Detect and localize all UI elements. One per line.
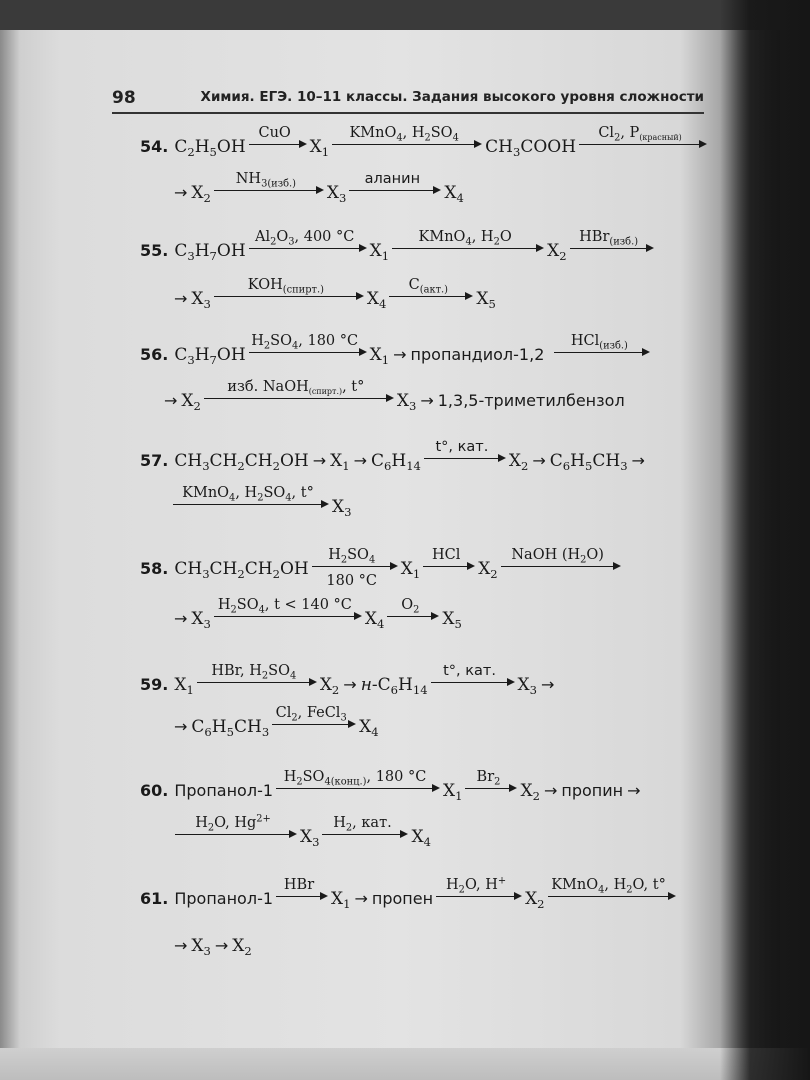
reagent-label: KMnO$_4$, $H_2SO_4$ <box>349 124 459 143</box>
reaction-arrow <box>579 124 707 152</box>
intermediate: $X_1$ <box>330 451 350 474</box>
problem-58-line-2 <box>170 596 462 632</box>
problem-57-line-1 <box>140 438 649 474</box>
reagent-label: $H_2SO_{4(конц.)}$, 180 °C <box>283 768 427 787</box>
intermediate: $X_1$ <box>309 137 330 160</box>
running-title: Химия. ЕГЭ. 10–11 классы. Задания высокого уровня сложности <box>200 89 704 105</box>
reaction-arrow <box>214 596 362 624</box>
reagent-label: $Cl_2$, FeCl$_3$ <box>275 704 347 723</box>
problem-54-line-2 <box>170 170 464 206</box>
problem-59-line-1 <box>140 662 558 698</box>
intermediate: $X_4$ <box>359 717 379 740</box>
reagent-label: $O_2$ <box>401 596 420 615</box>
formula: $н-C_6H_{14}$ <box>360 675 428 698</box>
problem-number: 55. <box>140 241 169 260</box>
reaction-arrow <box>214 276 364 304</box>
reagent-label: $Al_2O_3$, 400 °C <box>254 228 355 247</box>
arrow-glyph: → <box>354 889 368 908</box>
reaction-arrow <box>249 332 367 360</box>
arrow-glyph: → <box>532 451 546 470</box>
intermediate: $X_2$ <box>478 559 498 582</box>
problem-55-line-2 <box>170 276 496 312</box>
product-name: пропин <box>561 781 624 800</box>
start-compound: Пропанол-1 <box>174 889 274 908</box>
problem-60-line-2 <box>172 813 431 850</box>
reaction-arrow <box>276 876 328 904</box>
reaction-arrow <box>392 228 544 256</box>
intermediate: $X_3$ <box>191 289 211 312</box>
reagent-label: CuO <box>258 124 291 141</box>
problem-56-line-2 <box>160 378 625 414</box>
formula: $CH_3COOH$ <box>485 137 577 160</box>
reaction-arrow <box>436 875 522 904</box>
reaction-arrow <box>465 768 517 796</box>
final-product: 1,3,5-триметилбензол <box>437 391 625 410</box>
reagent-label: KMnO$_4$, $H_2O$, t° <box>551 876 666 895</box>
reagent-label: NaOH $(H_2O)$ <box>511 546 604 565</box>
reaction-arrow <box>554 332 650 360</box>
intermediate: $X_1$ <box>369 241 390 264</box>
start-compound: Пропанол-1 <box>174 781 274 800</box>
arrow-glyph: → <box>214 936 229 955</box>
arrow-glyph: → <box>174 289 188 308</box>
reagent-label: $H_2O$, $Hg^{2+}$ <box>195 813 271 833</box>
reaction-arrow <box>276 768 440 796</box>
intermediate: $X_2$ <box>525 889 545 912</box>
reagent-label: $KOH_{(спирт.)}$ <box>247 276 324 295</box>
intermediate: $X_4$ <box>411 827 431 850</box>
intermediate: $X_1$ <box>369 345 390 368</box>
formula: $CH_3CH_2CH_2OH$ <box>174 559 309 582</box>
problem-58-line-1 <box>140 546 624 589</box>
product-name: пропен <box>371 889 434 908</box>
problem-59-line-2 <box>170 704 379 740</box>
arrow-glyph: → <box>174 183 188 202</box>
reagent-label: $H_2$, кат. <box>333 814 392 833</box>
problem-number: 59. <box>140 675 169 694</box>
formula: $C_6H_{14}$ <box>371 451 421 474</box>
formula: $C_6H_5CH_3$ <box>549 451 628 474</box>
reagent-label: t°, кат. <box>435 438 489 455</box>
intermediate: $X_3$ <box>191 609 211 632</box>
arrow-glyph: → <box>420 391 434 410</box>
intermediate: $X_2$ <box>232 936 252 959</box>
condition-label: 180 °C <box>326 573 378 589</box>
formula: $C_2H_5OH$ <box>174 137 246 160</box>
reagent-label: HCl <box>431 546 461 563</box>
problem-55-line-1 <box>140 228 657 264</box>
reagent-label: HBr$_{(изб.)}$ <box>579 228 639 247</box>
intermediate: $X_2$ <box>191 183 211 206</box>
reagent-label: $H_2SO_4$ <box>328 546 376 565</box>
arrow-glyph: → <box>312 451 327 470</box>
intermediate: $X_3$ <box>396 391 417 414</box>
reaction-arrow <box>214 170 324 198</box>
problem-57-line-2 <box>170 484 352 520</box>
reagent-label: KMnO$_4$, $H_2O$ <box>418 228 512 247</box>
arrow-glyph: → <box>164 391 178 410</box>
reaction-arrow <box>197 662 317 690</box>
reaction-arrow <box>175 813 297 842</box>
reagent-label: $C_{(акт.)}$ <box>408 276 449 295</box>
problem-number: 61. <box>140 889 169 908</box>
intermediate: $X_2$ <box>319 675 340 698</box>
reaction-arrow <box>389 276 473 304</box>
intermediate: $X_3$ <box>517 675 538 698</box>
reaction-arrow <box>312 546 398 589</box>
intermediate: $X_5$ <box>476 289 496 312</box>
intermediate: $X_3$ <box>326 183 347 206</box>
reagent-label: изб. NaOH$_{(спирт.)}$, t° <box>227 378 365 396</box>
reaction-arrow <box>249 228 367 256</box>
arrow-glyph: → <box>353 451 367 470</box>
intermediate: $X_4$ <box>364 609 385 632</box>
arrow-glyph: → <box>543 781 558 800</box>
problem-number: 57. <box>140 451 169 470</box>
arrow-glyph: → <box>174 936 188 955</box>
intermediate: $X_2$ <box>520 781 540 804</box>
reagent-label: $NH_{3(изб.)}$ <box>235 170 297 189</box>
intermediate: $X_1$ <box>331 889 351 912</box>
problem-number: 58. <box>140 559 169 578</box>
problem-number: 60. <box>140 781 169 800</box>
reaction-arrow <box>570 228 654 256</box>
reaction-arrow <box>322 814 408 842</box>
intermediate: $X_5$ <box>442 609 462 632</box>
arrow-glyph: → <box>393 345 407 364</box>
intermediate: $X_3$ <box>332 497 352 520</box>
problem-54-line-1 <box>140 124 710 160</box>
reaction-arrow <box>332 124 482 152</box>
reagent-label: аланин <box>364 170 421 187</box>
reagent-label: $H_2SO_4$, t < 140 °C <box>217 596 352 615</box>
reagent-label: $H_2O$, H+ <box>446 875 507 895</box>
formula: $C_6H_5CH_3$ <box>191 717 270 740</box>
reaction-arrow <box>204 378 394 406</box>
reaction-arrow <box>349 170 441 198</box>
reaction-arrow <box>173 484 329 512</box>
reaction-arrow <box>423 546 475 574</box>
intermediate: $X_4$ <box>366 289 387 312</box>
intermediate: $X_2$ <box>547 241 567 264</box>
arrow-glyph: → <box>631 451 645 470</box>
arrow-glyph: → <box>627 781 641 800</box>
problem-56-line-1 <box>140 332 653 368</box>
intermediate: $X_2$ <box>181 391 201 414</box>
formula: $C_3H_7OH$ <box>174 345 246 368</box>
formula: $CH_3CH_2CH_2OH$ <box>174 451 309 474</box>
scan-right-shadow <box>720 0 810 1080</box>
scan-bottom-edge <box>0 1048 810 1080</box>
formula: $C_3H_7OH$ <box>174 241 246 264</box>
reagent-label: $Cl_2$, $P_{(красный)}$ <box>598 124 682 143</box>
reagent-label: KMnO$_4$, $H_2SO_4$, t° <box>182 484 314 503</box>
arrow-glyph: → <box>174 717 188 736</box>
reaction-arrow <box>272 704 356 732</box>
page-header <box>112 88 704 114</box>
reagent-label: t°, кат. <box>443 662 496 679</box>
intermediate: $X_3$ <box>300 827 320 850</box>
intermediate: $X_3$ <box>191 936 211 959</box>
problem-60-line-1 <box>140 768 645 804</box>
intermediate: $X_4$ <box>444 183 464 206</box>
intermediate: $X_2$ <box>508 451 529 474</box>
reaction-arrow <box>501 546 621 574</box>
reaction-arrow <box>387 596 439 624</box>
reaction-arrow <box>548 876 676 904</box>
reagent-label: HBr <box>283 876 315 893</box>
reaction-arrow <box>249 124 307 152</box>
arrow-glyph: → <box>541 675 555 694</box>
problem-number: 54. <box>140 137 169 156</box>
arrow-glyph: → <box>343 675 357 694</box>
intermediate: $X_1$ <box>174 675 194 698</box>
reagent-label: $H_2SO_4$, 180 °C <box>251 332 359 351</box>
reaction-arrow <box>431 662 515 690</box>
arrow-glyph: → <box>174 609 188 628</box>
reaction-arrow <box>424 438 506 466</box>
reagent-label: $Br_2$ <box>476 768 501 787</box>
problem-61-line-2 <box>170 936 252 959</box>
intermediate: $X_1$ <box>400 559 421 582</box>
page-number: 98 <box>112 88 136 108</box>
problem-61-line-1 <box>140 875 679 912</box>
product-name: пропандиол-1,2 <box>410 345 545 364</box>
reagent-label: HBr, $H_2SO_4$ <box>211 662 297 681</box>
problem-number: 56. <box>140 345 169 364</box>
reagent-label: HCl$_{(изб.)}$ <box>570 332 628 351</box>
intermediate: $X_1$ <box>443 781 463 804</box>
